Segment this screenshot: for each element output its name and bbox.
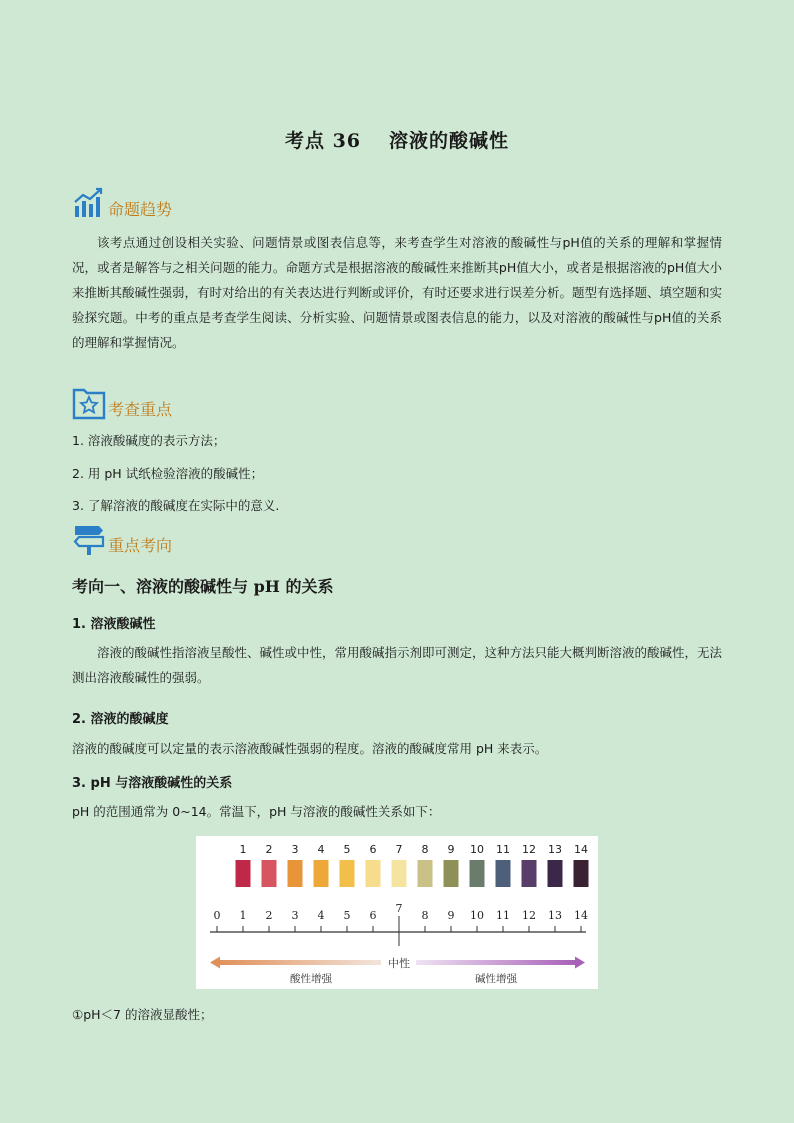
ph-swatch-label: 13 <box>548 843 562 856</box>
section-trend-label: 命题趋势 <box>108 200 173 219</box>
subsection-3-title: 3. pH 与溶液酸碱性的关系 <box>72 776 233 791</box>
star-folder-icon <box>72 386 106 420</box>
ph-swatch-label: 4 <box>317 843 325 856</box>
ph-scale-label: 9 <box>447 909 455 922</box>
ph-color-swatch <box>392 860 407 887</box>
title-point: 考点 36 <box>284 130 362 152</box>
ph-swatch-label: 2 <box>265 843 273 856</box>
focus-item: 3. 了解溶液的酸碱度在实际中的意义. <box>72 498 280 513</box>
ph-color-swatch <box>418 860 433 887</box>
ph-swatch-label: 14 <box>574 843 588 856</box>
ph-color-swatch <box>288 860 303 887</box>
ph-swatch-label: 6 <box>369 843 377 856</box>
ph-swatch-label: 3 <box>291 843 299 856</box>
base-increase-label: 碱性增强 <box>475 973 517 985</box>
ph-scale-label: 1 <box>239 909 247 922</box>
ph-color-swatch <box>574 860 589 887</box>
ph-color-swatch <box>314 860 329 887</box>
section-direction-heading <box>72 522 172 556</box>
section-focus-label: 考查重点 <box>108 400 173 419</box>
ph-color-swatch <box>262 860 277 887</box>
ph-swatch-label: 10 <box>470 843 484 856</box>
focus-item: 1. 溶液酸碱度的表示方法； <box>72 433 226 448</box>
ph-swatch-label: 1 <box>239 843 247 856</box>
ph-scale-figure <box>196 836 598 989</box>
direction-one-heading: 考向一、溶液的酸碱性与 pH 的关系 <box>72 577 334 596</box>
ph-scale-label: 4 <box>317 909 325 922</box>
ph-scale-label: 11 <box>496 909 510 922</box>
ph-swatch-label: 8 <box>421 843 429 856</box>
title-topic: 溶液的酸碱性 <box>389 130 510 152</box>
ph-scale-label: 3 <box>291 909 299 922</box>
ph-color-swatch <box>366 860 381 887</box>
ph-swatch-label: 9 <box>447 843 455 856</box>
page-title <box>0 126 794 153</box>
ph-color-swatch <box>522 860 537 887</box>
ph-color-swatch <box>496 860 511 887</box>
subsection-1-text: 溶液的酸碱性指溶液呈酸性、碱性或中性，常用酸碱指示剂即可测定，这种方法只能大概判断溶液的酸碱性，无法测出溶液酸碱性的强弱。 <box>72 645 723 685</box>
subsection-2-text: 溶液的酸碱度可以定量的表示溶液酸碱性强弱的程度。溶液的酸碱度常用 pH 来表示。 <box>72 741 548 756</box>
ph-color-swatch <box>236 860 251 887</box>
ph-swatch-label: 11 <box>496 843 510 856</box>
acid-arrow <box>210 957 381 969</box>
ph-swatch-label: 12 <box>522 843 536 856</box>
section-focus-heading <box>72 386 172 420</box>
acid-increase-label: 酸性增强 <box>290 973 332 985</box>
ph-scale-label: 13 <box>548 909 562 922</box>
signpost-icon <box>72 522 106 556</box>
subsection-1-title: 1. 溶液酸碱性 <box>72 617 156 632</box>
neutral-label: 中性 <box>388 957 410 970</box>
subsection-2-title: 2. 溶液的酸碱度 <box>72 712 169 727</box>
base-arrow <box>416 957 585 969</box>
acidic-rule-line: ①pH＜7 的溶液显酸性； <box>72 1007 213 1022</box>
ph-scale-label: 10 <box>470 909 484 922</box>
focus-item: 2. 用 pH 试纸检验溶液的酸碱性； <box>72 466 264 481</box>
ph-scale-label: 14 <box>574 909 588 922</box>
ph-scale-label: 5 <box>343 909 351 922</box>
ph-swatch-label: 5 <box>343 843 351 856</box>
section-direction-label: 重点考向 <box>108 536 173 555</box>
ph-scale-label: 7 <box>395 902 403 915</box>
ph-scale-label: 8 <box>421 909 429 922</box>
ph-scale-diagram <box>196 836 598 989</box>
ph-color-swatch <box>444 860 459 887</box>
ph-scale-label: 2 <box>265 909 273 922</box>
ph-swatch-label: 7 <box>395 843 403 856</box>
subsection-3-text: pH 的范围通常为 0~14。常温下，pH 与溶液的酸碱性关系如下： <box>72 804 441 819</box>
ph-color-swatch <box>340 860 355 887</box>
ph-scale-label: 0 <box>213 909 221 922</box>
ph-scale-label: 6 <box>369 909 377 922</box>
ph-scale-label: 12 <box>522 909 536 922</box>
ph-color-swatch <box>548 860 563 887</box>
section-trend-heading <box>72 186 172 220</box>
bar-chart-trend-icon <box>72 186 106 220</box>
trend-paragraph: 该考点通过创设相关实验、问题情景或图表信息等，来考查学生对溶液的酸碱性与pH值的关系的理解和掌握情况，或者是解答与之相关问题的能力。命题方式是根据溶液的酸碱性来推断其pH值大小，或者是根据溶液的pH值大小来推断其酸碱性强弱，有时对给出的有关表达进行判断或评价，有时还要求进行误差分析。题型有选择题、填空题和实验探究题。中考的重点是考查学生阅读、分析实验、问题情景或图表信息的能力，以及对溶液的酸碱性与pH值的关系的理解和掌握情况。 <box>72 235 723 350</box>
ph-color-swatch <box>470 860 485 887</box>
